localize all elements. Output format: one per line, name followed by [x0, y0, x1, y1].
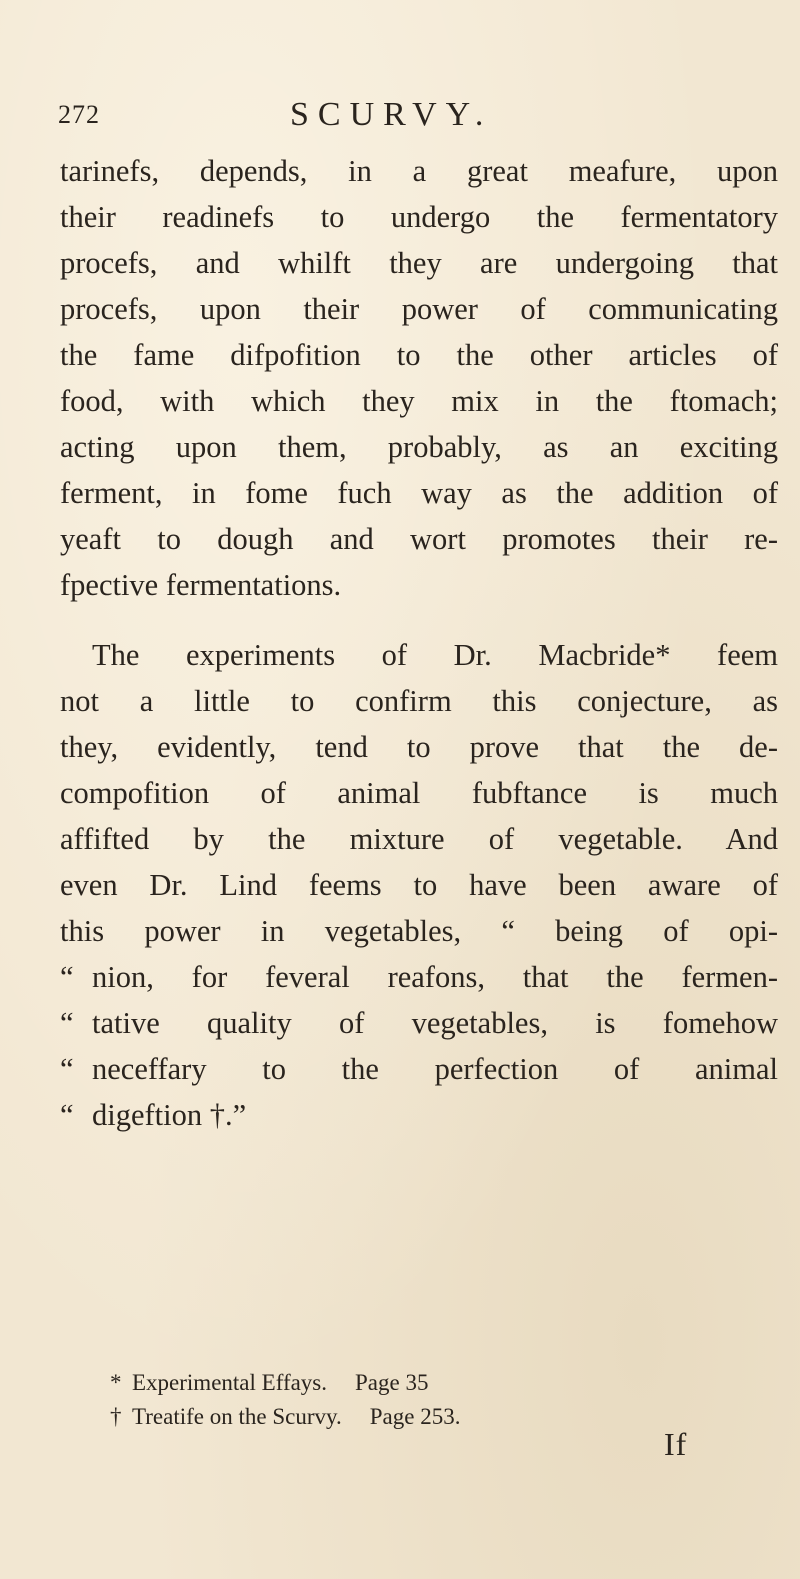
- footnote-1: [110, 1366, 710, 1400]
- text-line: acting upon them, probably, as an exciting: [60, 430, 778, 464]
- page-number: 272: [58, 100, 100, 129]
- quoted-text: digeftion †.”: [92, 1098, 247, 1132]
- catchword: If: [664, 1426, 688, 1462]
- quote-mark: “: [60, 960, 74, 994]
- running-head: [58, 96, 758, 136]
- text-line: yeaft to dough and wort promotes their re-: [60, 522, 778, 556]
- text-line: they, evidently, tend to prove that the de-: [60, 730, 778, 764]
- footnote-text: Experimental Effays.: [132, 1370, 328, 1395]
- quoted-line: [60, 954, 778, 1000]
- quoted-text: nion, for feveral reafons, that the fermen-: [92, 960, 778, 994]
- text-line: not a little to confirm this conjecture, as: [60, 684, 778, 718]
- text-line: ferment, in fome fuch way as the addition of: [60, 476, 778, 510]
- footnote-mark: †: [110, 1404, 122, 1429]
- paragraph-2: [60, 632, 778, 1138]
- text-line: fpective fermentations.: [60, 568, 342, 602]
- paragraph-1: [60, 148, 778, 608]
- text-line: food, with which they mix in the ftomach;: [60, 384, 778, 418]
- footnotes: [110, 1366, 710, 1434]
- text-line: tarinefs, depends, in a great meafure, upon: [60, 154, 778, 188]
- footnote-text: Treatife on the Scurvy.: [132, 1404, 342, 1429]
- quoted-text: tative quality of vegetables, is fomehow: [92, 1006, 778, 1040]
- text-line: the fame difpofition to the other articles of: [60, 338, 778, 372]
- text-line: their readinefs to undergo the fermentatory: [60, 200, 778, 234]
- text-line: even Dr. Lind feems to have been aware of: [60, 868, 778, 902]
- quoted-line: [60, 1046, 778, 1092]
- text-line: The experiments of Dr. Macbride* feem: [92, 638, 778, 672]
- body-text: [60, 148, 778, 1138]
- text-line: this power in vegetables, “ being of opi-: [60, 914, 778, 948]
- quoted-text: neceffary to the perfection of animal: [92, 1052, 778, 1086]
- quoted-line: [60, 1092, 778, 1138]
- quote-mark: “: [60, 1098, 74, 1132]
- quote-mark: “: [60, 1052, 74, 1086]
- text-line: procefs, and whilft they are undergoing that: [60, 246, 778, 280]
- text-line: affifted by the mixture of vegetable. And: [60, 822, 778, 856]
- quoted-line: [60, 1000, 778, 1046]
- quote-mark: “: [60, 1006, 74, 1040]
- footnote-mark: *: [110, 1370, 122, 1395]
- running-title: SCURVY.: [290, 96, 493, 133]
- footnote-page: Page 253.: [369, 1404, 461, 1429]
- text-line: compofition of animal fubftance is much: [60, 776, 778, 810]
- footnote-page: Page 35: [355, 1370, 429, 1395]
- footnote-2: [110, 1400, 710, 1434]
- text-line: procefs, upon their power of communicating: [60, 292, 778, 326]
